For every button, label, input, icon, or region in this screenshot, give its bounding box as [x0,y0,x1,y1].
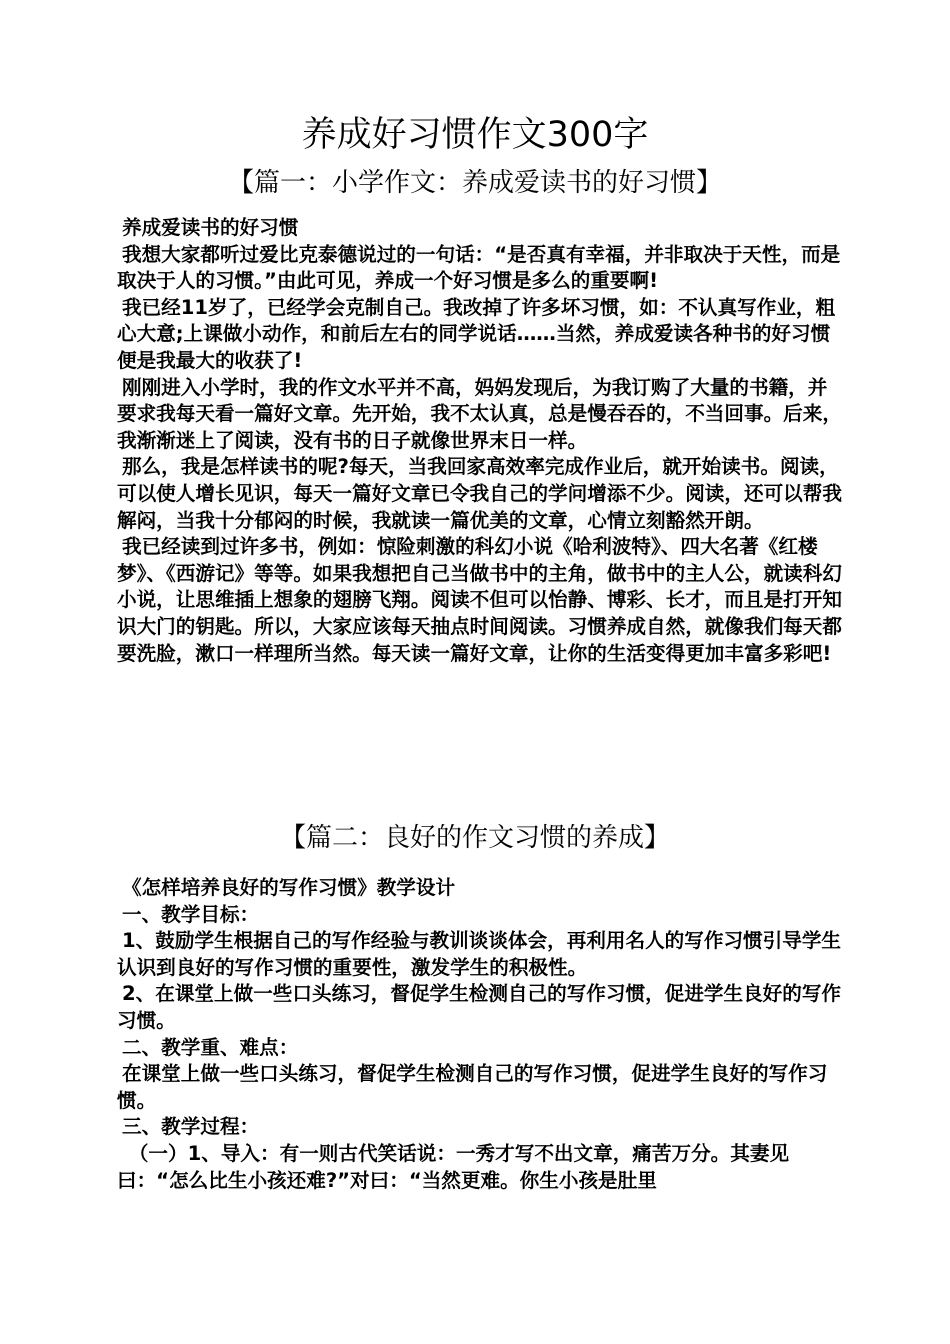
section-one-body [117,215,842,667]
section-one-paragraph: 我想大家都听过爱比克泰德说过的一句话：“是否真有幸福，并非取决于天性，而是取决于人的习惯。”由此可见，养成一个好习惯是多么的重要啊! [117,242,841,293]
section-one-paragraph: 那么，我是怎样读书的呢?每天，当我回家高效率完成作业后，就开始读书。阅读，可以使人增长见识，每天一篇好文章已令我自己的学问增添不少。阅读，还可以帮我解闷，当我十分郁闷的时候，我就读一篇优美的文章，心情立刻豁然开朗。 [117,455,842,532]
section-two-paragraph: 《怎样培养良好的写作习惯》教学设计 [122,876,456,899]
section-two-paragraph: （一）1、导入：有一则古代笑话说：一秀才写不出文章，痛苦万分。其妻见曰：“怎么比生小孩还难?”对曰：“当然更难。你生小孩是肚里 [117,1141,790,1192]
section-two-body [117,875,842,1194]
section-one-heading: 【篇一：小学作文：养成爱读书的好习惯】 [227,168,722,198]
section-one-paragraph: 我已经11岁了，已经学会克制自己。我改掉了许多坏习惯，如：不认真写作业，粗心大意;上课做小动作，和前后左右的同学说话……当然，养成爱读各种书的好习惯便是我最大的收获了! [117,295,836,372]
section-two-paragraph: 1、鼓励学生根据自己的写作经验与教训谈谈体会，再利用名人的写作习惯引导学生认识到良好的写作习惯的重要性，激发学生的积极性。 [117,929,842,979]
section-two-paragraph: 2、在课堂上做一些口头练习，督促学生检测自己的写作习惯，促进学生良好的写作习惯。 [117,982,842,1032]
section-one-paragraph: 我已经读到过许多书，例如：惊险刺激的科幻小说《哈利波特》、四大名著《红楼梦》、《西游记》等等。如果我想把自己当做书中的主角，做书中的主人公，就读科幻小说，让思维插上想象的翅膀飞翔。阅读不但可以怡静、博彩、长才，而且是打开知识大门的钥匙。所以，大家应该每天抽点时间阅读。习惯养成自然，就像我们每天都要洗脸，漱口一样理所当然。每天读一篇好文章，让你的生活变得更加丰富多彩吧! [117,535,842,665]
section-one-paragraph: 刚刚进入小学时，我的作文水平并不高，妈妈发现后，为我订购了大量的书籍，并要求我每天看一篇好文章。先开始，我不太认真，总是慢吞吞的，不当回事。后来，我渐渐迷上了阅读，没有书的日子就像世界末日一样。 [117,375,842,452]
section-two-paragraph: 一、教学目标： [122,902,260,926]
document-title: 养成好习惯作文300字 [301,115,649,155]
section-two-paragraph: 二、教学重、难点： [122,1035,299,1059]
section-two-paragraph: 三、教学过程： [122,1115,260,1139]
section-two-heading: 【篇二：良好的作文习惯的养成】 [279,823,670,853]
section-one-paragraph: 养成爱读书的好习惯 [122,216,299,239]
section-two-paragraph: 在课堂上做一些口头练习，督促学生检测自己的写作习惯，促进学生良好的写作习惯。 [117,1062,828,1112]
